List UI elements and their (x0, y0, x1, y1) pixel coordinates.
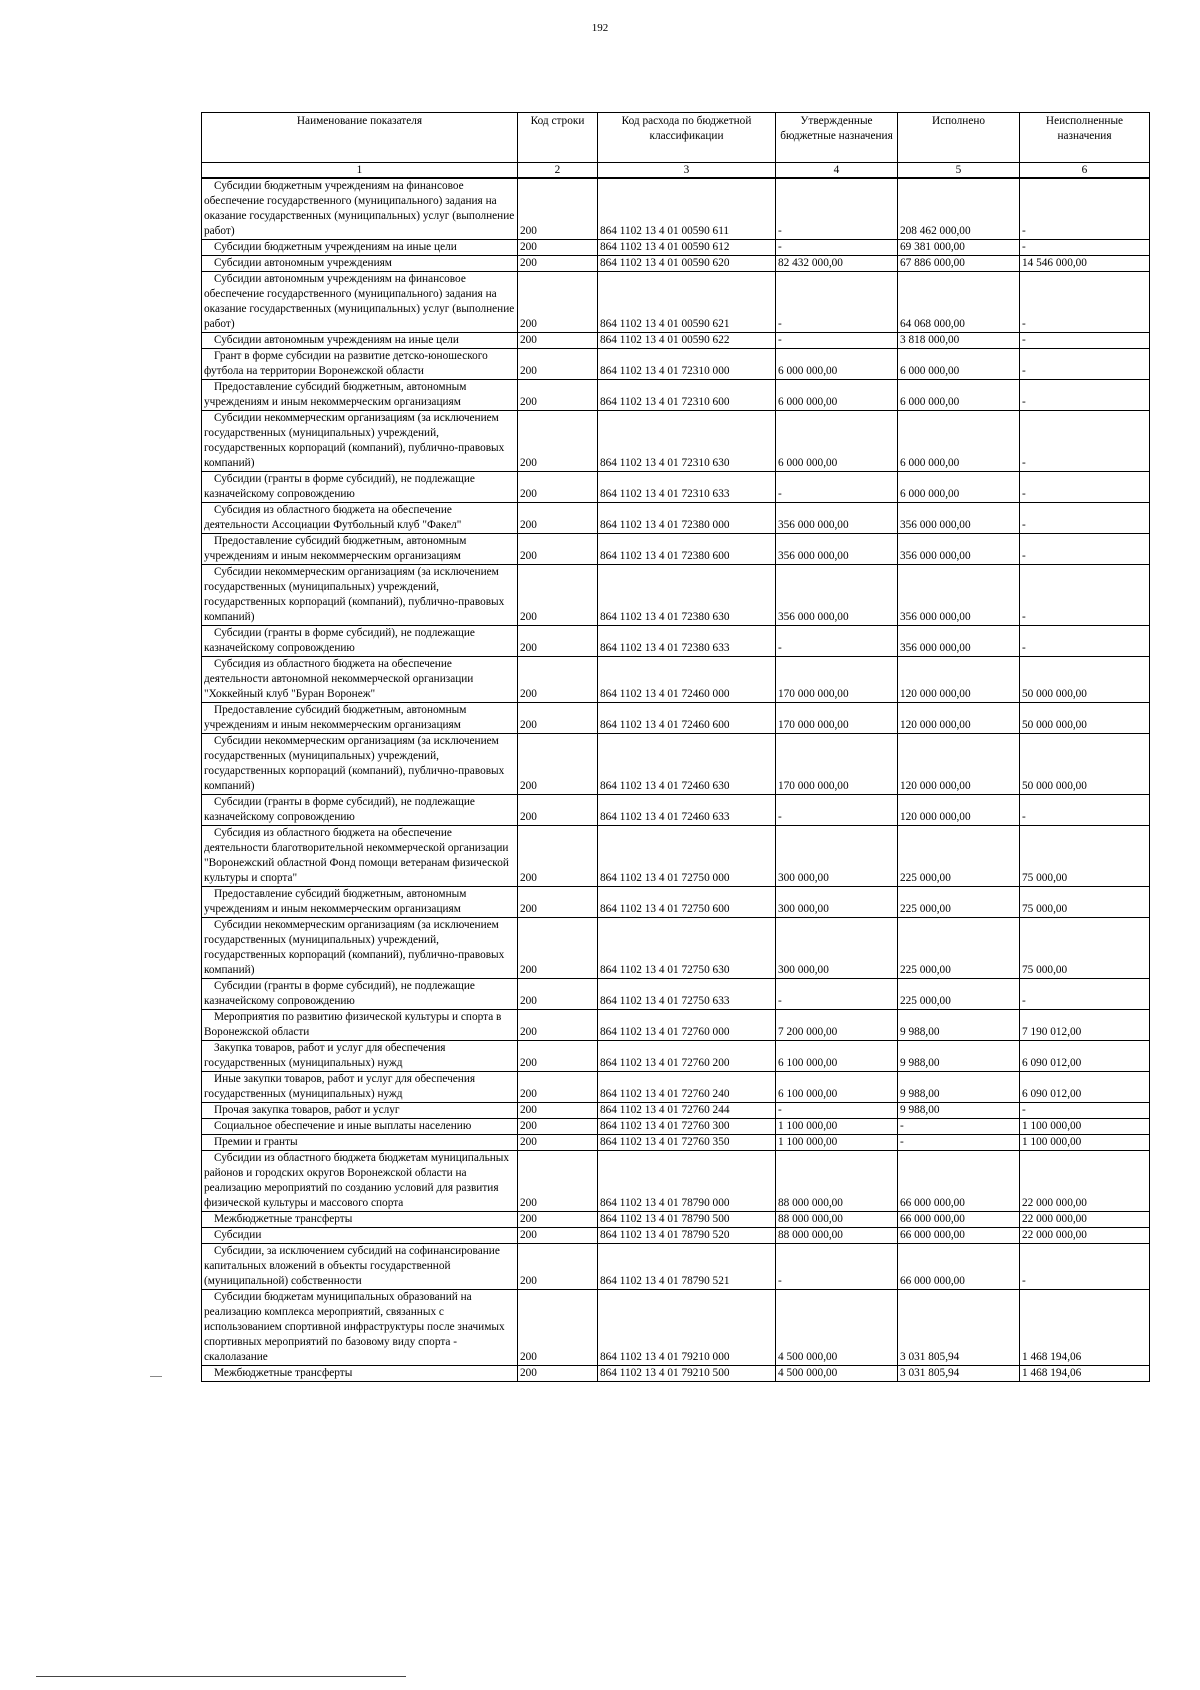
row-code-cell: 200 (518, 272, 598, 333)
table-row (202, 918, 1150, 979)
expense-code-cell: 864 1102 13 4 01 72760 244 (598, 1103, 776, 1119)
executed-cell: 356 000 000,00 (898, 534, 1020, 565)
row-name-cell (202, 657, 518, 703)
unexecuted-cell: 22 000 000,00 (1020, 1151, 1150, 1212)
expense-code-cell: 864 1102 13 4 01 72750 633 (598, 979, 776, 1010)
expense-code-cell: 864 1102 13 4 01 72310 600 (598, 380, 776, 411)
expense-code-cell: 864 1102 13 4 01 00590 620 (598, 256, 776, 272)
unexecuted-cell: - (1020, 1103, 1150, 1119)
unexecuted-cell: 22 000 000,00 (1020, 1228, 1150, 1244)
approved-cell: 6 000 000,00 (776, 380, 898, 411)
row-name-cell (202, 1228, 518, 1244)
row-name-cell (202, 1151, 518, 1212)
expense-code-cell: 864 1102 13 4 01 78790 500 (598, 1212, 776, 1228)
row-name-cell (202, 626, 518, 657)
unexecuted-cell: - (1020, 979, 1150, 1010)
executed-cell: 66 000 000,00 (898, 1151, 1020, 1212)
table-row (202, 1244, 1150, 1290)
row-name-cell (202, 256, 518, 272)
unexecuted-cell: - (1020, 411, 1150, 472)
unexecuted-cell: - (1020, 333, 1150, 349)
column-number: 4 (776, 163, 898, 179)
row-code-cell: 200 (518, 979, 598, 1010)
row-code-cell: 200 (518, 1135, 598, 1151)
approved-cell: 88 000 000,00 (776, 1212, 898, 1228)
row-name-cell (202, 272, 518, 333)
expense-code-cell: 864 1102 13 4 01 00590 622 (598, 333, 776, 349)
header-expense-code: Код расхода по бюджетной классификации (598, 113, 776, 163)
row-code-cell: 200 (518, 1010, 598, 1041)
approved-cell: 6 000 000,00 (776, 411, 898, 472)
row-name-cell (202, 503, 518, 534)
row-name-text: Предоставление субсидий бюджетным, автономным учреждениям и иным некоммерческим организациям (204, 704, 467, 731)
approved-cell: - (776, 472, 898, 503)
row-name-cell (202, 1010, 518, 1041)
row-code-cell: 200 (518, 1290, 598, 1366)
expense-code-cell: 864 1102 13 4 01 00590 611 (598, 178, 776, 240)
column-number: 3 (598, 163, 776, 179)
expense-code-cell: 864 1102 13 4 01 72760 300 (598, 1119, 776, 1135)
header-executed: Исполнено (898, 113, 1020, 163)
row-code-cell: 200 (518, 178, 598, 240)
row-name-cell (202, 1103, 518, 1119)
approved-cell: 82 432 000,00 (776, 256, 898, 272)
approved-cell: 7 200 000,00 (776, 1010, 898, 1041)
unexecuted-cell: 50 000 000,00 (1020, 703, 1150, 734)
table-row (202, 534, 1150, 565)
table-row (202, 657, 1150, 703)
unexecuted-cell: - (1020, 795, 1150, 826)
row-name-cell (202, 826, 518, 887)
row-code-cell: 200 (518, 1212, 598, 1228)
row-name-cell (202, 795, 518, 826)
row-code-cell: 200 (518, 411, 598, 472)
column-number: 6 (1020, 163, 1150, 179)
row-code-cell: 200 (518, 1072, 598, 1103)
header-name: Наименование показателя (202, 113, 518, 163)
approved-cell: 1 100 000,00 (776, 1135, 898, 1151)
expense-code-cell: 864 1102 13 4 01 79210 500 (598, 1366, 776, 1382)
row-code-cell: 200 (518, 1228, 598, 1244)
row-name-text: Субсидии бюджетным учреждениям на финансовое обеспечение государственного (муниципального) задания на оказание государственных (муниципальных) услуг (выполнение работ) (204, 180, 515, 237)
row-name-text: Субсидии автономным учреждениям (214, 257, 392, 269)
executed-cell: 6 000 000,00 (898, 380, 1020, 411)
row-code-cell: 200 (518, 1119, 598, 1135)
approved-cell: 6 000 000,00 (776, 349, 898, 380)
expense-code-cell: 864 1102 13 4 01 78790 000 (598, 1151, 776, 1212)
row-code-cell: 200 (518, 534, 598, 565)
unexecuted-cell: - (1020, 240, 1150, 256)
row-name-text: Грант в форме субсидии на развитие детско-юношеского футбола на территории Воронежской области (204, 350, 488, 377)
table-row (202, 1290, 1150, 1366)
expense-code-cell: 864 1102 13 4 01 72380 630 (598, 565, 776, 626)
unexecuted-cell: - (1020, 349, 1150, 380)
column-number: 5 (898, 163, 1020, 179)
header-row-code: Код строки (518, 113, 598, 163)
expense-code-cell: 864 1102 13 4 01 72310 633 (598, 472, 776, 503)
approved-cell: - (776, 333, 898, 349)
row-name-text: Субсидии (гранты в форме субсидий), не подлежащие казначейскому сопровождению (204, 627, 475, 654)
row-name-text: Субсидии автономным учреждениям на иные цели (214, 334, 459, 346)
table-row (202, 1366, 1150, 1382)
row-name-text: Субсидии (гранты в форме субсидий), не подлежащие казначейскому сопровождению (204, 796, 475, 823)
row-code-cell: 200 (518, 1244, 598, 1290)
executed-cell: 9 988,00 (898, 1010, 1020, 1041)
unexecuted-cell: 75 000,00 (1020, 887, 1150, 918)
table-row (202, 178, 1150, 240)
column-number: 1 (202, 163, 518, 179)
row-name-cell (202, 1366, 518, 1382)
table-row (202, 349, 1150, 380)
row-code-cell: 200 (518, 734, 598, 795)
row-name-text: Межбюджетные трансферты (214, 1367, 353, 1379)
approved-cell: 356 000 000,00 (776, 534, 898, 565)
expense-code-cell: 864 1102 13 4 01 79210 000 (598, 1290, 776, 1366)
expense-code-cell: 864 1102 13 4 01 72460 633 (598, 795, 776, 826)
expense-code-cell: 864 1102 13 4 01 72460 000 (598, 657, 776, 703)
executed-cell: 3 031 805,94 (898, 1366, 1020, 1382)
row-code-cell: 200 (518, 503, 598, 534)
executed-cell: 3 031 805,94 (898, 1290, 1020, 1366)
executed-cell: 6 000 000,00 (898, 411, 1020, 472)
approved-cell: 300 000,00 (776, 826, 898, 887)
table-row (202, 626, 1150, 657)
table-row (202, 1151, 1150, 1212)
unexecuted-cell: 1 468 194,06 (1020, 1366, 1150, 1382)
row-name-cell (202, 1290, 518, 1366)
row-code-cell: 200 (518, 1366, 598, 1382)
unexecuted-cell: 75 000,00 (1020, 918, 1150, 979)
approved-cell: - (776, 272, 898, 333)
row-name-text: Субсидии некоммерческим организациям (за исключением государственных (муниципальных) учреждений, государственных корпораций (компаний), публично-правовых компаний) (204, 566, 505, 623)
unexecuted-cell: - (1020, 272, 1150, 333)
row-name-cell (202, 1244, 518, 1290)
expense-code-cell: 864 1102 13 4 01 72380 000 (598, 503, 776, 534)
unexecuted-cell: - (1020, 626, 1150, 657)
approved-cell: 170 000 000,00 (776, 734, 898, 795)
expense-code-cell: 864 1102 13 4 01 72460 630 (598, 734, 776, 795)
unexecuted-cell: - (1020, 565, 1150, 626)
row-name-text: Предоставление субсидий бюджетным, автономным учреждениям и иным некоммерческим организациям (204, 535, 467, 562)
unexecuted-cell: 6 090 012,00 (1020, 1072, 1150, 1103)
row-code-cell: 200 (518, 657, 598, 703)
approved-cell: 6 100 000,00 (776, 1072, 898, 1103)
approved-cell: - (776, 626, 898, 657)
approved-cell: 4 500 000,00 (776, 1366, 898, 1382)
row-code-cell: 200 (518, 626, 598, 657)
unexecuted-cell: 1 100 000,00 (1020, 1135, 1150, 1151)
executed-cell: 225 000,00 (898, 887, 1020, 918)
row-name-text: Мероприятия по развитию физической культуры и спорта в Воронежской области (204, 1011, 502, 1038)
row-name-text: Иные закупки товаров, работ и услуг для обеспечения государственных (муниципальных) нужд (204, 1073, 476, 1100)
expense-code-cell: 864 1102 13 4 01 00590 621 (598, 272, 776, 333)
table-row (202, 503, 1150, 534)
executed-cell: 6 000 000,00 (898, 349, 1020, 380)
approved-cell: 356 000 000,00 (776, 565, 898, 626)
unexecuted-cell: - (1020, 503, 1150, 534)
table-row (202, 333, 1150, 349)
expense-code-cell: 864 1102 13 4 01 78790 520 (598, 1228, 776, 1244)
table-row (202, 1212, 1150, 1228)
table-row (202, 565, 1150, 626)
header-row (202, 113, 1150, 163)
unexecuted-cell: 1 468 194,06 (1020, 1290, 1150, 1366)
expense-code-cell: 864 1102 13 4 01 78790 521 (598, 1244, 776, 1290)
unexecuted-cell: 22 000 000,00 (1020, 1212, 1150, 1228)
row-name-text: Субсидия из областного бюджета на обеспечение деятельности Ассоциации Футбольный клуб "Факел" (204, 504, 462, 531)
table-row (202, 240, 1150, 256)
column-number: 2 (518, 163, 598, 179)
header-unexecuted: Неисполненные назначения (1020, 113, 1150, 163)
unexecuted-cell: - (1020, 472, 1150, 503)
table-row (202, 272, 1150, 333)
table-row (202, 1041, 1150, 1072)
table-row (202, 411, 1150, 472)
row-name-cell (202, 178, 518, 240)
executed-cell: 225 000,00 (898, 826, 1020, 887)
expense-code-cell: 864 1102 13 4 01 72380 600 (598, 534, 776, 565)
row-name-cell (202, 918, 518, 979)
table-row (202, 1119, 1150, 1135)
table-row (202, 795, 1150, 826)
unexecuted-cell: 50 000 000,00 (1020, 657, 1150, 703)
unexecuted-cell: 14 546 000,00 (1020, 256, 1150, 272)
unexecuted-cell: 6 090 012,00 (1020, 1041, 1150, 1072)
executed-cell: 9 988,00 (898, 1103, 1020, 1119)
table-row (202, 826, 1150, 887)
approved-cell: - (776, 795, 898, 826)
executed-cell: 9 988,00 (898, 1041, 1020, 1072)
unexecuted-cell: - (1020, 178, 1150, 240)
row-name-text: Закупка товаров, работ и услуг для обеспечения государственных (муниципальных) нужд (204, 1042, 446, 1069)
approved-cell: 88 000 000,00 (776, 1228, 898, 1244)
table-row (202, 1010, 1150, 1041)
expense-code-cell: 864 1102 13 4 01 72380 633 (598, 626, 776, 657)
unexecuted-cell: 1 100 000,00 (1020, 1119, 1150, 1135)
row-name-cell (202, 380, 518, 411)
table-row (202, 1072, 1150, 1103)
executed-cell: 6 000 000,00 (898, 472, 1020, 503)
approved-cell: 6 100 000,00 (776, 1041, 898, 1072)
executed-cell: 356 000 000,00 (898, 565, 1020, 626)
row-name-text: Предоставление субсидий бюджетным, автономным учреждениям и иным некоммерческим организациям (204, 888, 467, 915)
row-code-cell: 200 (518, 565, 598, 626)
column-number-row (202, 163, 1150, 179)
row-name-cell (202, 1119, 518, 1135)
expense-code-cell: 864 1102 13 4 01 72460 600 (598, 703, 776, 734)
row-name-text: Социальное обеспечение и иные выплаты населению (214, 1120, 472, 1132)
executed-cell: 66 000 000,00 (898, 1228, 1020, 1244)
row-code-cell: 200 (518, 472, 598, 503)
expense-code-cell: 864 1102 13 4 01 00590 612 (598, 240, 776, 256)
row-name-text: Межбюджетные трансферты (214, 1213, 353, 1225)
executed-cell: 69 381 000,00 (898, 240, 1020, 256)
row-code-cell: 200 (518, 1151, 598, 1212)
table-row (202, 1135, 1150, 1151)
row-code-cell: 200 (518, 795, 598, 826)
row-code-cell: 200 (518, 349, 598, 380)
approved-cell: 170 000 000,00 (776, 703, 898, 734)
approved-cell: - (776, 240, 898, 256)
row-name-cell (202, 1212, 518, 1228)
executed-cell: 3 818 000,00 (898, 333, 1020, 349)
approved-cell: 170 000 000,00 (776, 657, 898, 703)
row-code-cell: 200 (518, 1041, 598, 1072)
approved-cell: - (776, 178, 898, 240)
approved-cell: - (776, 1244, 898, 1290)
row-name-cell (202, 333, 518, 349)
executed-cell: 120 000 000,00 (898, 795, 1020, 826)
executed-cell: 67 886 000,00 (898, 256, 1020, 272)
header-approved: Утвержденные бюджетные назначения (776, 113, 898, 163)
row-name-cell (202, 1041, 518, 1072)
row-code-cell: 200 (518, 240, 598, 256)
approved-cell: - (776, 1103, 898, 1119)
row-code-cell: 200 (518, 918, 598, 979)
row-name-text: Субсидия из областного бюджета на обеспечение деятельности благотворительной некоммерческой организации "Воронежский областной Фонд помощи ветеранам физической культуры и спорта" (204, 827, 509, 884)
row-name-cell (202, 703, 518, 734)
approved-cell: 300 000,00 (776, 918, 898, 979)
expense-code-cell: 864 1102 13 4 01 72310 630 (598, 411, 776, 472)
executed-cell: 66 000 000,00 (898, 1212, 1020, 1228)
table-header (202, 113, 1150, 179)
expense-code-cell: 864 1102 13 4 01 72750 600 (598, 887, 776, 918)
row-name-cell (202, 240, 518, 256)
row-name-text: Субсидии (гранты в форме субсидий), не подлежащие казначейскому сопровождению (204, 473, 475, 500)
table-row (202, 380, 1150, 411)
table-row (202, 1228, 1150, 1244)
expense-code-cell: 864 1102 13 4 01 72750 000 (598, 826, 776, 887)
executed-cell: 356 000 000,00 (898, 626, 1020, 657)
row-name-text: Премии и гранты (214, 1136, 298, 1148)
approved-cell: 88 000 000,00 (776, 1151, 898, 1212)
executed-cell: 66 000 000,00 (898, 1244, 1020, 1290)
row-name-text: Субсидии бюджетам муниципальных образований на реализацию комплекса мероприятий, связанных с использованием спортивной инфраструктуры после значимых спортивных мероприятий по базовому виду спорта - скалолазание (204, 1291, 505, 1363)
row-name-text: Прочая закупка товаров, работ и услуг (214, 1104, 400, 1116)
row-code-cell: 200 (518, 703, 598, 734)
executed-cell: 225 000,00 (898, 979, 1020, 1010)
executed-cell: 9 988,00 (898, 1072, 1020, 1103)
row-name-text: Субсидии (гранты в форме субсидий), не подлежащие казначейскому сопровождению (204, 980, 475, 1007)
approved-cell: 356 000 000,00 (776, 503, 898, 534)
row-name-text: Субсидии некоммерческим организациям (за исключением государственных (муниципальных) учреждений, государственных корпораций (компаний), публично-правовых компаний) (204, 919, 505, 976)
row-name-text: Субсидия из областного бюджета на обеспечение деятельности автономной некоммерческой организации "Хоккейный клуб "Буран Воронеж" (204, 658, 474, 700)
row-name-text: Предоставление субсидий бюджетным, автономным учреждениям и иным некоммерческим организациям (204, 381, 467, 408)
row-name-cell (202, 472, 518, 503)
expense-code-cell: 864 1102 13 4 01 72760 240 (598, 1072, 776, 1103)
bottom-rule (36, 1676, 406, 1677)
executed-cell: 64 068 000,00 (898, 272, 1020, 333)
executed-cell: 120 000 000,00 (898, 703, 1020, 734)
unexecuted-cell: 7 190 012,00 (1020, 1010, 1150, 1041)
unexecuted-cell: 50 000 000,00 (1020, 734, 1150, 795)
executed-cell: 120 000 000,00 (898, 734, 1020, 795)
row-code-cell: 200 (518, 380, 598, 411)
unexecuted-cell: - (1020, 1244, 1150, 1290)
approved-cell: - (776, 979, 898, 1010)
row-name-cell (202, 411, 518, 472)
approved-cell: 1 100 000,00 (776, 1119, 898, 1135)
unexecuted-cell: - (1020, 380, 1150, 411)
table-row (202, 703, 1150, 734)
executed-cell: - (898, 1135, 1020, 1151)
executed-cell: 208 462 000,00 (898, 178, 1020, 240)
row-code-cell: 200 (518, 333, 598, 349)
expense-code-cell: 864 1102 13 4 01 72760 350 (598, 1135, 776, 1151)
expense-code-cell: 864 1102 13 4 01 72750 630 (598, 918, 776, 979)
expense-code-cell: 864 1102 13 4 01 72310 000 (598, 349, 776, 380)
page-number: 192 (591, 22, 609, 34)
expense-code-cell: 864 1102 13 4 01 72760 000 (598, 1010, 776, 1041)
table-row (202, 734, 1150, 795)
row-name-text: Субсидии автономным учреждениям на финансовое обеспечение государственного (муниципального) задания на оказание государственных (муниципальных) услуг (выполнение работ) (204, 273, 515, 330)
budget-execution-table (201, 112, 1150, 1382)
row-name-cell (202, 565, 518, 626)
row-name-cell (202, 1135, 518, 1151)
table-row (202, 256, 1150, 272)
row-name-cell (202, 979, 518, 1010)
approved-cell: 4 500 000,00 (776, 1290, 898, 1366)
executed-cell: 356 000 000,00 (898, 503, 1020, 534)
approved-cell: 300 000,00 (776, 887, 898, 918)
row-code-cell: 200 (518, 1103, 598, 1119)
row-code-cell: 200 (518, 256, 598, 272)
unexecuted-cell: - (1020, 534, 1150, 565)
row-name-cell (202, 1072, 518, 1103)
table-row (202, 472, 1150, 503)
row-name-text: Субсидии некоммерческим организациям (за исключением государственных (муниципальных) учреждений, государственных корпораций (компаний), публично-правовых компаний) (204, 412, 505, 469)
table-body (202, 178, 1150, 1382)
row-code-cell: 200 (518, 826, 598, 887)
margin-mark (150, 1376, 162, 1377)
row-name-cell (202, 734, 518, 795)
table-row (202, 979, 1150, 1010)
row-name-text: Субсидии бюджетным учреждениям на иные цели (214, 241, 457, 253)
row-name-text: Субсидии из областного бюджета бюджетам муниципальных районов и городских округов Воронежской области на реализацию мероприятий по созданию условий для развития физической культуры и массового спорта (204, 1152, 510, 1209)
executed-cell: 225 000,00 (898, 918, 1020, 979)
table-row (202, 887, 1150, 918)
expense-code-cell: 864 1102 13 4 01 72760 200 (598, 1041, 776, 1072)
row-name-cell (202, 534, 518, 565)
row-name-text: Субсидии, за исключением субсидий на софинансирование капитальных вложений в объекты государственной (муниципальной) собственности (204, 1245, 500, 1287)
row-name-text: Субсидии некоммерческим организациям (за исключением государственных (муниципальных) учреждений, государственных корпораций (компаний), публично-правовых компаний) (204, 735, 505, 792)
executed-cell: - (898, 1119, 1020, 1135)
row-code-cell: 200 (518, 887, 598, 918)
table-row (202, 1103, 1150, 1119)
row-name-cell (202, 349, 518, 380)
executed-cell: 120 000 000,00 (898, 657, 1020, 703)
row-name-cell (202, 887, 518, 918)
row-name-text: Субсидии (214, 1229, 262, 1241)
unexecuted-cell: 75 000,00 (1020, 826, 1150, 887)
